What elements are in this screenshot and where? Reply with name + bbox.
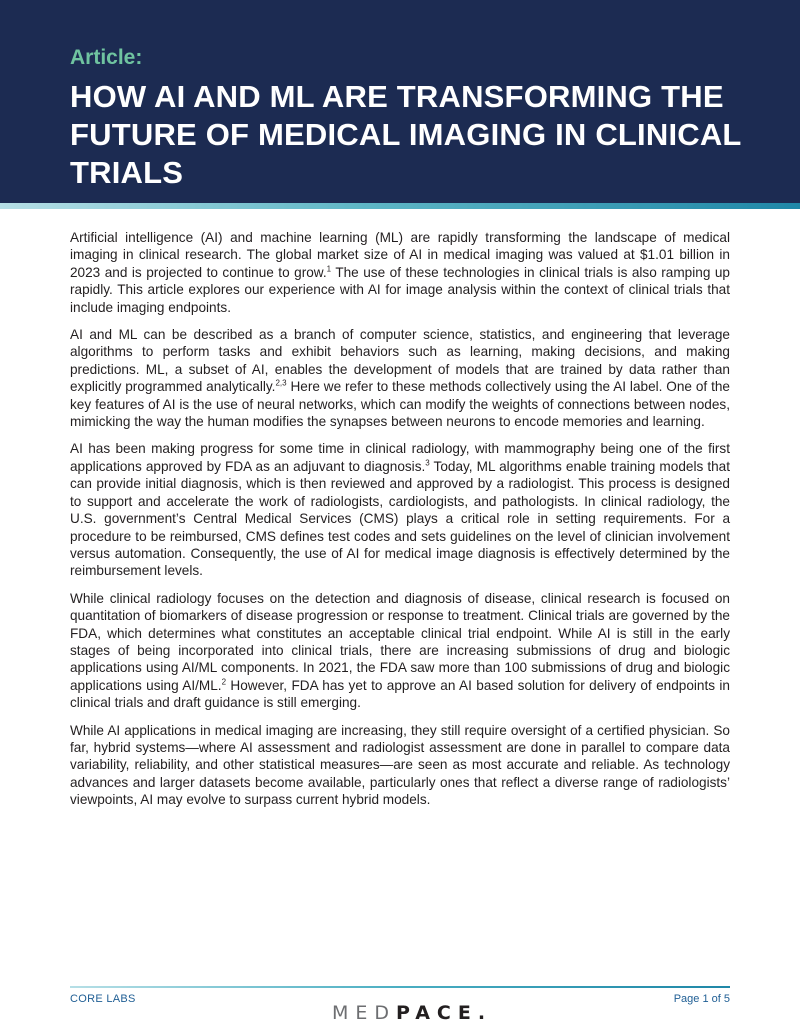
page-number: Page 1 of 5 bbox=[673, 993, 730, 1005]
body-paragraph-2: AI and ML can be described as a branch of computer science, statistics, and engineering that leverage algorithms to perform tasks and exhibit behaviors such as learning, making decisions, and making predictions. ML, a subset of AI, enables the development of models that are trained by data rather than explicitly programmed analytically.$^{2,3}$ Here we refer to these methods collectively using the AI label. One of the key features of AI is the use of neural networks, which can modify the weights of connections between nodes, mimicking the way the human modifies the synapses between neurons to encode memories and learning. bbox=[70, 327, 730, 430]
footnote-ref: 3 bbox=[425, 458, 430, 468]
article-body bbox=[70, 229, 730, 819]
body-paragraph-5: While AI applications in medical imaging are increasing, they still require oversight of a certified physician. So far, hybrid systems—where AI assessment and radiologist assessment are done in parallel to compare data variability, reliability, and other statistical measures—are seen as most accurate and reliable. As technology advances and larger datasets become available, particularly ones that reflect a diverse range of radiologists’ viewpoints, AI may evolve to surpass current hybrid models. bbox=[70, 722, 730, 808]
article-title: HOW AI AND ML ARE TRANSFORMING THE FUTURE OF MEDICAL IMAGING IN CLINICAL TRIALS bbox=[70, 79, 742, 190]
body-paragraph-4: While clinical radiology focuses on the detection and diagnosis of disease, clinical research is focused on quantitation of biomarkers of disease progression or response to treatment. Clinical trials are governed by the FDA, which determines what constitutes an acceptable clinical trial endpoint. While AI is still in the early stages of being incorporated into clinical trials, there are increasing submissions of drug and biologic applications using AI/ML components. In 2021, the FDA saw more than 100 submissions of drug and biologic applications using AI/ML.$^2$ However, FDA has yet to approve an AI based solution for delivery of endpoints in clinical trials and draft guidance is still emerging. bbox=[70, 590, 730, 711]
footnote-ref: 1 bbox=[326, 264, 332, 274]
body-paragraph-1: Artificial intelligence (AI) and machine learning (ML) are rapidly transforming the landscape of medical imaging in clinical research. The global market size of AI in medical imaging was valued at $1.01 billion in 2023 and is projected to continue to grow.$^1$ The use of these technologies in clinical trials is also ramping up rapidly. This article explores our experience with AI for image analysis within the context of clinical trials that include imaging endpoints. bbox=[70, 230, 730, 315]
footer-divider bbox=[70, 986, 730, 988]
header-divider bbox=[0, 203, 800, 209]
body-paragraph-3: AI has been making progress for some time in clinical radiology, with mammography being one of the first applications approved by FDA as an adjuvant to diagnosis.$^3$ Today, ML algorithms enable training models that can provide initial diagnosis, which is then reviewed and approved by a radiologist. This process is designed to support and accelerate the work of radiologists, cardiologists, and pathologists. In clinical radiology, the U.S. government’s Central Medical Services (CMS) plays a critical role in setting requirements. For a procedure to be reimbursed, CMS defines test codes and sets guidelines on the level of clinician involvement versus automation. Consequently, the use of AI for medical image diagnosis is effectively determined by the reimbursement levels. bbox=[70, 441, 731, 579]
footnote-ref: 2,3 bbox=[275, 378, 287, 388]
article-kicker: Article: bbox=[70, 46, 143, 69]
footnote-ref: 2 bbox=[221, 677, 227, 687]
article-header bbox=[0, 0, 800, 203]
footer-section-label: CORE LABS bbox=[70, 993, 136, 1005]
medpace-logo: MEDPACE. bbox=[332, 1002, 486, 1024]
